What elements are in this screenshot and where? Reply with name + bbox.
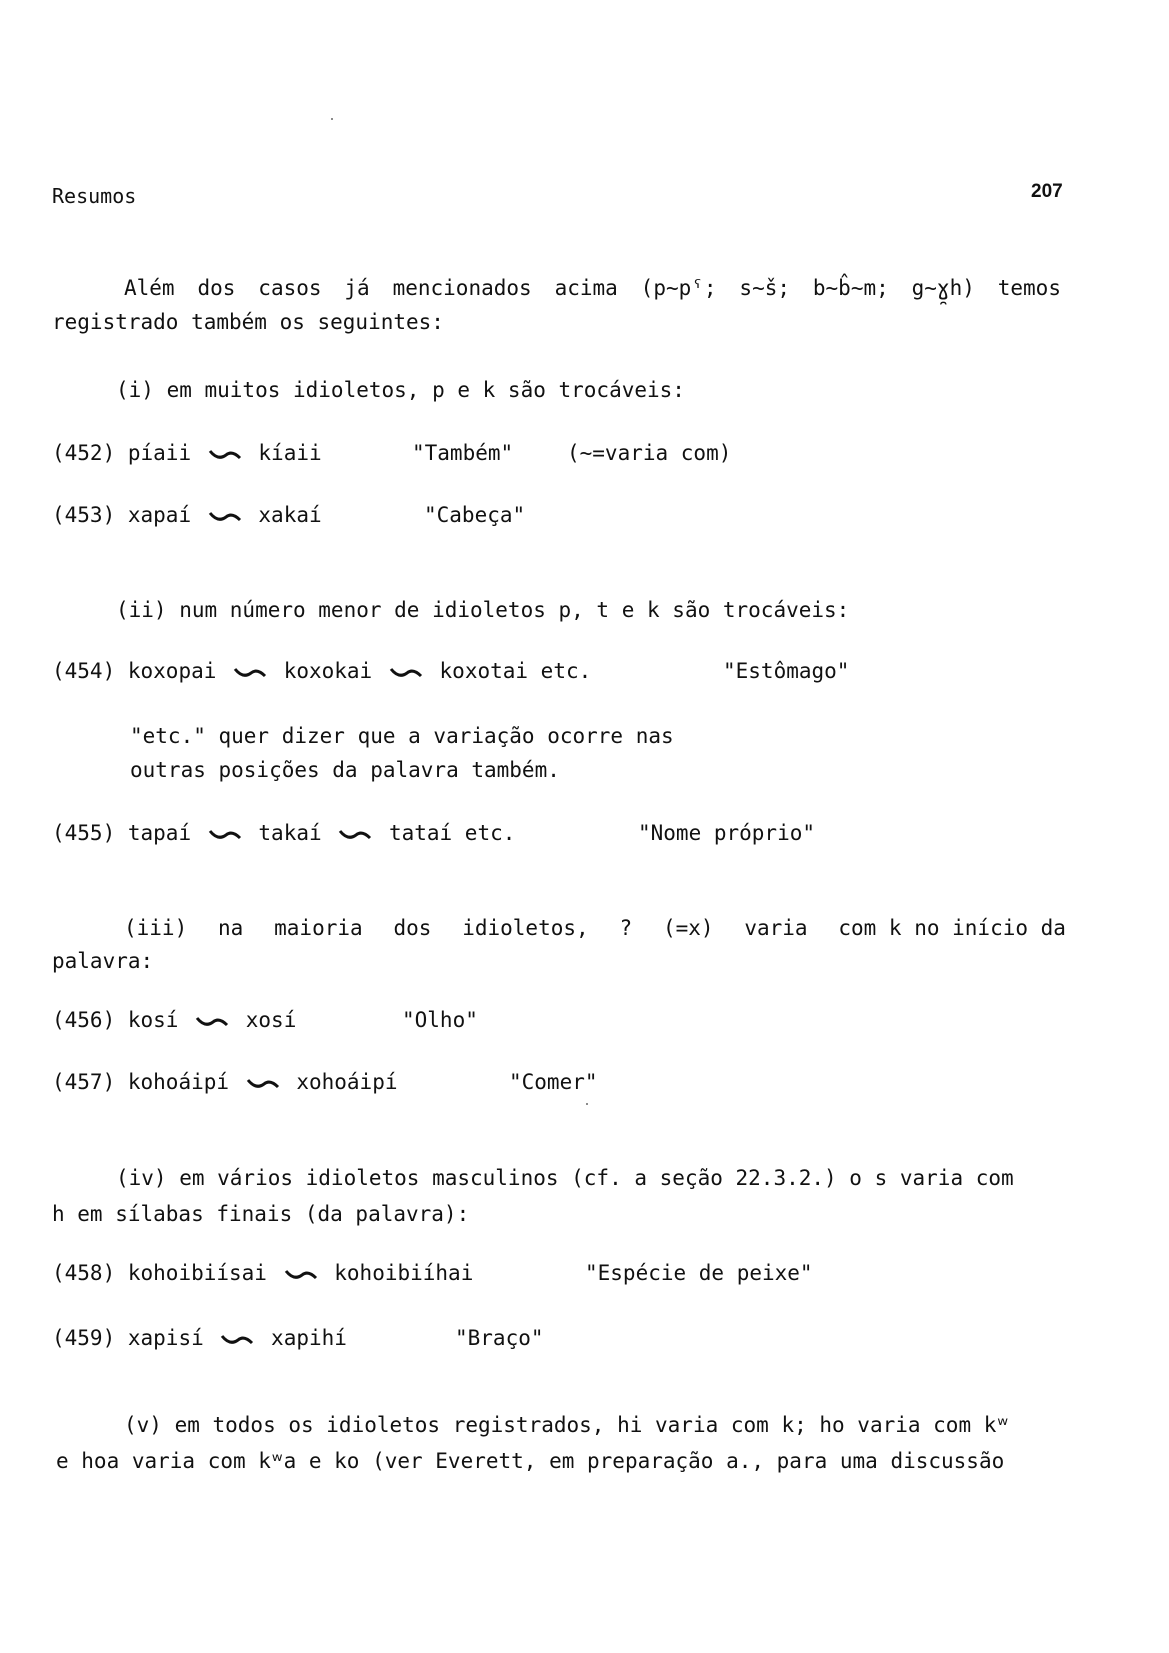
word: (p~pˤ; [640,276,717,300]
gloss-454: "Estômago" [723,659,850,683]
example-number: (458) [52,1261,116,1285]
intro-line-2: registrado também os seguintes: [52,310,444,334]
word: b~b̂~m; [812,276,889,300]
varies-with-icon [246,1076,280,1090]
example-number: (459) [52,1326,116,1350]
speck [331,118,333,120]
example-452 [52,443,322,464]
form: xosí [245,1008,297,1032]
varia-com-note: (~=varia com) [567,441,732,465]
form: kíaii [258,441,322,465]
gloss-456: "Olho" [402,1008,478,1032]
varies-with-icon [208,827,242,841]
word: varia [744,916,808,940]
word: dos [197,276,236,300]
varies-with-icon [389,665,423,679]
form: tapaí [127,821,192,845]
section-iv-line-1: (iv) em vários idioletos masculinos (cf. a seção 22.3.2.) o s varia com [116,1166,1014,1190]
word: idioletos, [462,916,589,940]
varies-with-icon [284,1267,318,1281]
example-number: (456) [52,1008,116,1032]
form: xapaí [127,503,192,527]
example-455 [52,823,515,844]
word: dos [393,916,432,940]
form: tataí etc. [388,821,516,845]
varies-with-icon [208,447,242,461]
word: maioria [274,916,363,940]
gloss-458: "Espécie de peixe" [585,1261,813,1285]
section-i-heading: (i) em muitos idioletos, p e k são trocáveis: [116,378,685,402]
word: (=x) [662,916,714,940]
form: xohoáipí [296,1070,398,1094]
gloss-455: "Nome próprio" [638,821,816,845]
example-453 [52,505,322,526]
example-456 [52,1010,296,1031]
word: ? [619,916,633,940]
form: xapihí [271,1326,347,1350]
speck [586,1103,588,1105]
section-iv-line-2: h em sílabas finais (da palavra): [52,1202,470,1226]
form: koxopai [127,659,217,683]
word: Além [124,276,175,300]
example-number: (457) [52,1070,116,1094]
gloss-453: "Cabeça" [424,503,526,527]
varies-with-icon [195,1014,229,1028]
form: koxotai etc. [439,659,592,683]
form: koxokai [283,659,373,683]
form: takaí [258,821,322,845]
example-454 [52,661,591,682]
example-number: (452) [52,441,116,465]
word: temos [997,276,1061,300]
section-v-line-2: e hoa varia com kʷa e ko (ver Everett, em preparação a., para uma discussão [56,1449,1005,1473]
word: s~š; [739,276,790,300]
intro-line-1 [124,276,1061,300]
form: kohoibiísai [127,1261,267,1285]
form: kohoáipí [127,1070,230,1094]
word: já [344,276,370,300]
form: xapisí [127,1326,204,1350]
example-458 [52,1263,473,1284]
form: píaii [127,441,192,465]
varies-with-icon [233,665,267,679]
note-line-1: "etc." quer dizer que a variação ocorre nas [130,724,674,748]
form: kosí [127,1008,179,1032]
form: xakaí [258,503,322,527]
word: acima [554,276,618,300]
gloss-457: "Comer" [509,1070,598,1094]
example-457 [52,1072,398,1093]
word: mencionados [392,276,532,300]
section-iii-line-1 [124,916,1066,940]
note-line-2: outras posições da palavra também. [130,758,560,782]
section-ii-heading: (ii) num número menor de idioletos p, t e k são trocáveis: [116,598,850,622]
form: kohoibiíhai [334,1261,474,1285]
section-iii-line-2: palavra: [52,949,154,973]
word: (iii) [124,916,188,940]
word: g~ɣ̯h) [911,276,975,300]
example-number: (453) [52,503,116,527]
gloss-459: "Braço" [455,1326,544,1350]
varies-with-icon [220,1332,254,1346]
word: casos [258,276,322,300]
varies-with-icon [208,509,242,523]
word: na [218,916,244,940]
example-number: (455) [52,821,116,845]
word: com k no início da [838,916,1066,940]
section-v-line-1: (v) em todos os idioletos registrados, hi varia com k; ho varia com kʷ [124,1413,1010,1437]
example-459 [52,1328,347,1349]
gloss-452: "Também" [412,441,514,465]
page-number: 207 [1031,181,1063,202]
example-number: (454) [52,659,116,683]
varies-with-icon [338,827,372,841]
running-title: Resumos [52,184,137,208]
